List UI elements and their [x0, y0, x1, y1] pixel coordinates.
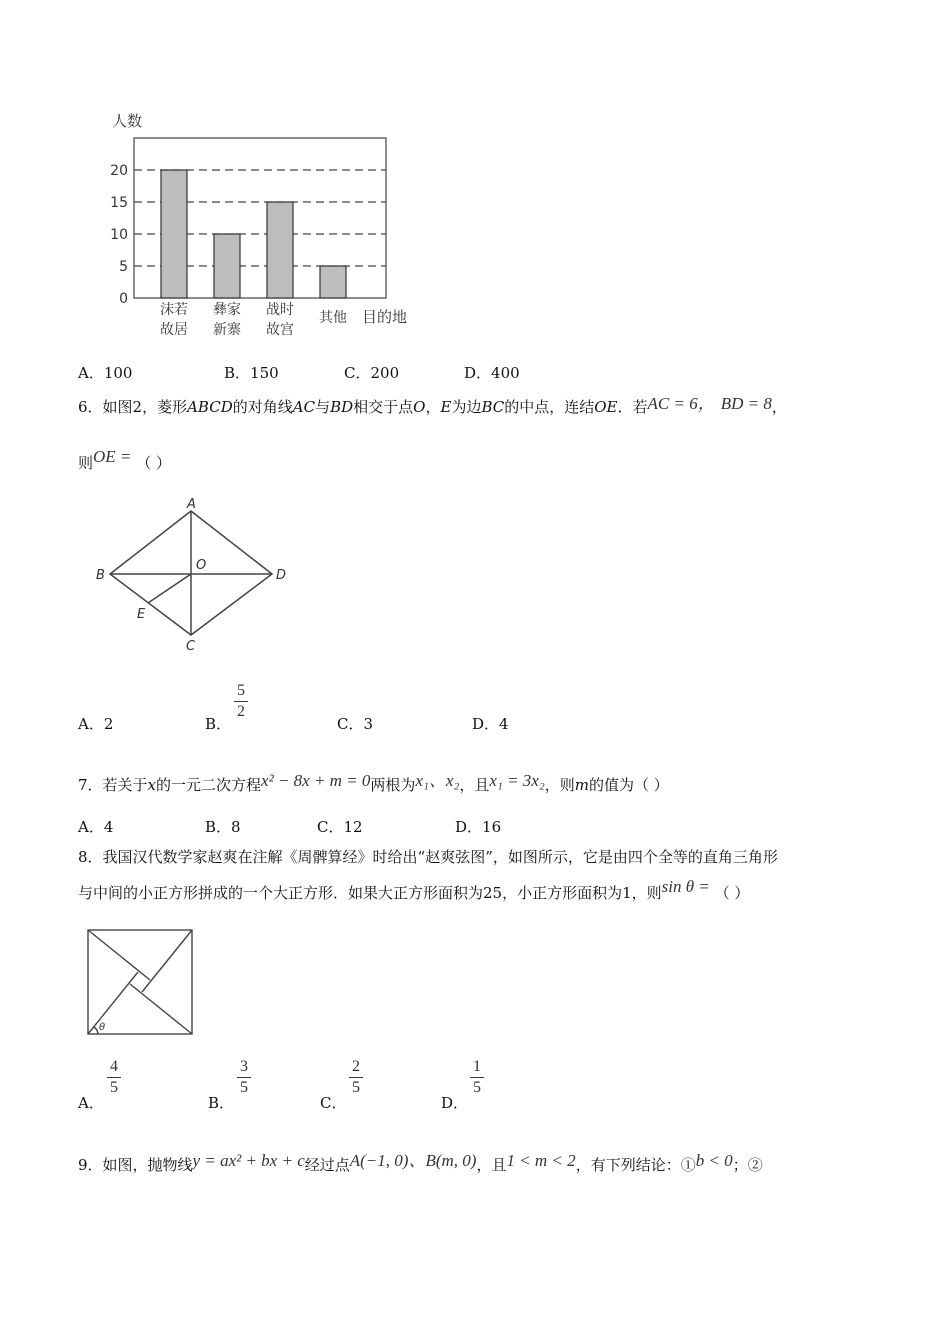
- q6-option-c[interactable]: C．3: [337, 715, 374, 733]
- q8-option-a-fraction: 4 5: [107, 1058, 121, 1097]
- bar-chart: [100, 100, 430, 350]
- q6-option-d[interactable]: D．4: [472, 715, 509, 733]
- y-tick-label: 0: [119, 291, 128, 307]
- q7-stem: 7．若关于x的一元二次方程x² − 8x + m = 0两根为x₁、x₂，且x₁ = 3x₂，则m的值为（ ）: [78, 771, 669, 794]
- bar: [320, 266, 346, 298]
- category-label: 故居: [160, 322, 188, 338]
- q6-option-a[interactable]: A．2: [78, 715, 114, 733]
- y-tick-label: 15: [110, 195, 128, 211]
- category-label: 战时: [266, 302, 294, 318]
- zhaoshuang-figure: [86, 928, 196, 1036]
- q8-option-d-fraction: 1 5: [470, 1058, 484, 1097]
- q8-stem-line2: 与中间的小正方形拼成的一个大正方形．如果大正方形面积为25，小正方形面积为1，则sin θ = （ ）: [78, 877, 750, 902]
- q6-stem-line1: 6．如图2，菱形ABCD的对角线AC与BD相交于点O，E为边BC的中点，连结OE．若AC = 6， BD = 8，: [78, 394, 787, 416]
- q5-option-c[interactable]: C．200: [344, 364, 400, 382]
- q6-option-b-fraction: 5 2: [234, 682, 248, 721]
- q8-option-c[interactable]: C．: [320, 1094, 347, 1112]
- q8-stem-line1: 8．我国汉代数学家赵爽在注解《周髀算经》时给出“赵爽弦图”，如图所示，它是由四个全等的直角三角形: [78, 848, 778, 866]
- q6-stem-line2: 则OE = （ ）: [78, 447, 171, 472]
- q8-option-a[interactable]: A．: [78, 1094, 104, 1112]
- q7-option-c[interactable]: C．12: [317, 818, 363, 836]
- q5-option-d[interactable]: D．400: [464, 364, 520, 382]
- bar: [161, 170, 187, 298]
- label-d: D: [276, 568, 287, 583]
- q5-option-b[interactable]: B．150: [224, 364, 279, 382]
- theta-label: θ: [99, 1022, 106, 1033]
- category-label: 其他: [319, 310, 347, 326]
- bar: [267, 202, 293, 298]
- y-tick-label: 10: [110, 227, 128, 243]
- y-tick-label: 20: [110, 163, 128, 179]
- q7-option-b[interactable]: B．8: [205, 818, 241, 836]
- label-o: O: [196, 558, 207, 573]
- q7-option-a[interactable]: A．4: [78, 818, 114, 836]
- q6-option-b[interactable]: B．: [205, 715, 232, 733]
- label-b: B: [96, 568, 105, 583]
- category-label: 彝家: [213, 302, 241, 318]
- q7-option-d[interactable]: D．16: [455, 818, 502, 836]
- label-c: C: [186, 639, 196, 654]
- category-label: 沫若: [160, 302, 188, 318]
- q8-option-c-fraction: 2 5: [349, 1058, 363, 1097]
- chart-xlabel: 目的地: [362, 308, 408, 326]
- chart-ylabel: 人数: [112, 112, 143, 130]
- q5-option-a[interactable]: A．100: [78, 364, 133, 382]
- label-e: E: [137, 607, 146, 622]
- category-label: 新寨: [213, 322, 241, 338]
- label-a: A: [187, 497, 196, 512]
- q8-option-b[interactable]: B．: [208, 1094, 235, 1112]
- q8-option-d[interactable]: D．: [441, 1094, 469, 1112]
- q8-option-b-fraction: 3 5: [237, 1058, 251, 1097]
- rhombus-figure: [90, 495, 300, 660]
- q9-stem: 9．如图，抛物线y = ax² + bx + c经过点A(−1, 0)、B(m, 0)，且1 < m < 2，有下列结论：①b < 0；②: [78, 1151, 763, 1174]
- y-tick-label: 5: [119, 259, 128, 275]
- category-label: 故宫: [266, 322, 294, 338]
- bar: [214, 234, 240, 298]
